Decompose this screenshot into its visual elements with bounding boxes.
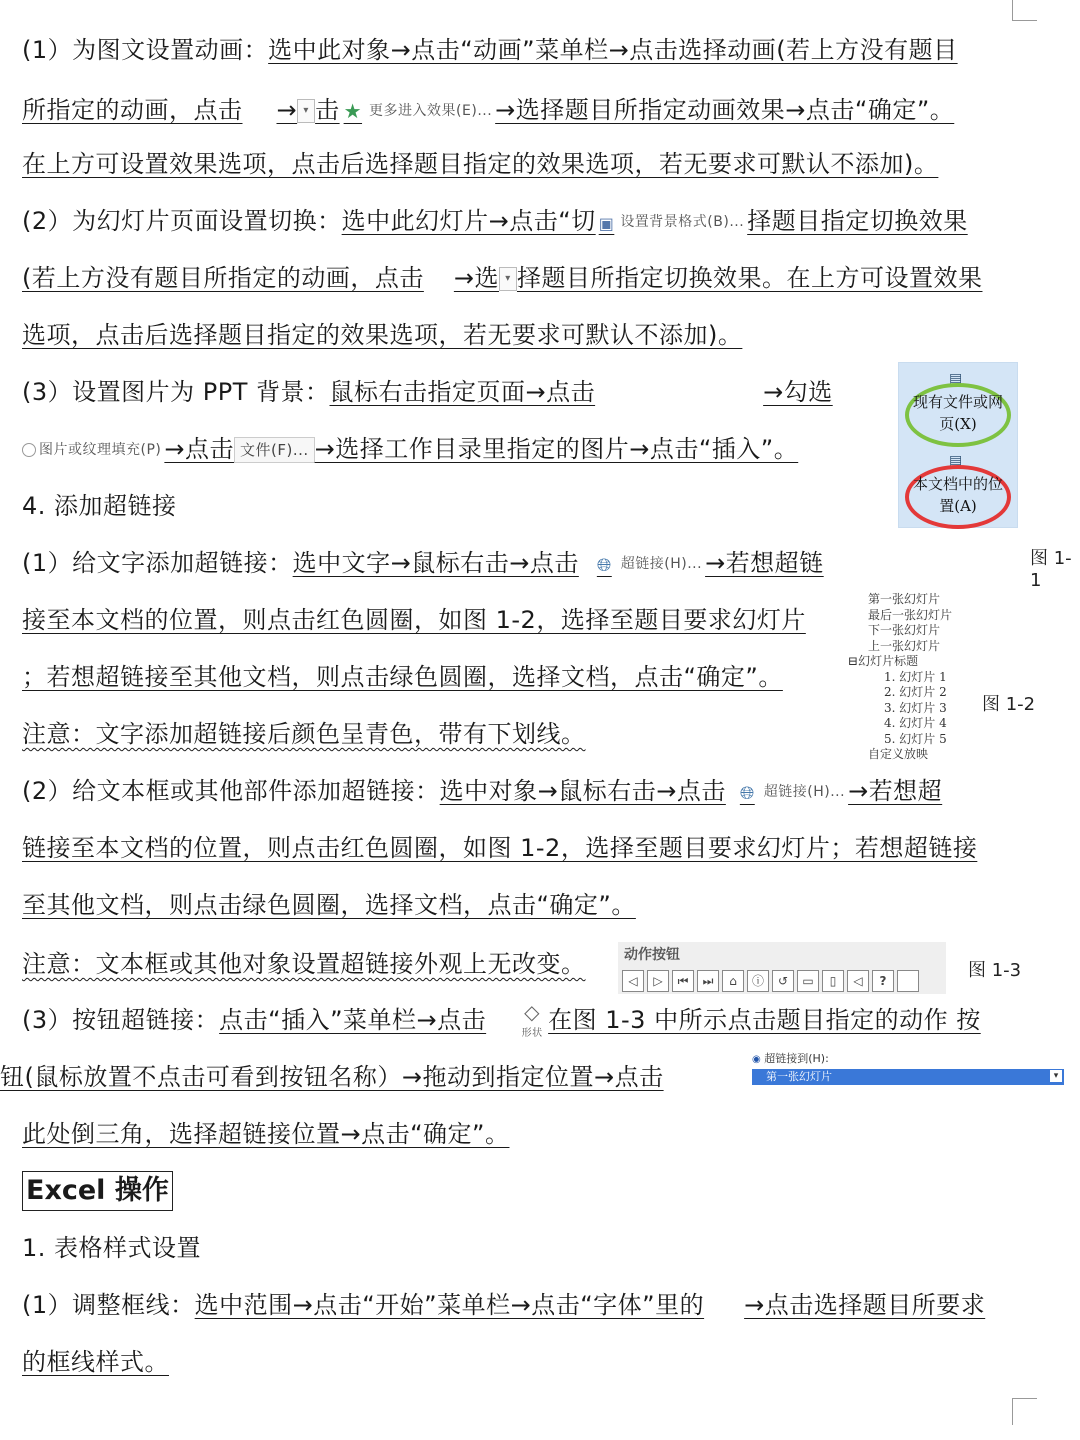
radio-selected-icon: ◉ — [752, 1054, 761, 1065]
tree-item: 3. 幻灯片 3 — [884, 700, 947, 715]
text-segment: 鼠标右击指定页面→点击 — [329, 378, 596, 406]
hyperlink-dialog-fig — [898, 362, 1018, 528]
step-label: (3）按钮超链接： — [22, 1006, 220, 1034]
tree-item: 2. 幻灯片 2 — [884, 685, 947, 699]
step-text: 选中此对象→点击“动画”菜单栏→点击选择动画(若上方没有题目 — [268, 36, 958, 64]
text-line — [22, 1288, 985, 1322]
tree-item: 第一张幻灯片 — [868, 592, 941, 606]
home-icon: ⌂ — [722, 970, 744, 992]
figure-label: 图 1-3 — [968, 960, 1022, 981]
chevron-down-icon: ▾ — [1050, 1070, 1062, 1082]
slide-tree-fig — [848, 592, 952, 763]
dropdown-arrow-icon: ▾ — [499, 267, 517, 291]
place-icon: ▤ — [949, 453, 963, 469]
radio-icon — [22, 443, 36, 457]
return-icon: ↺ — [772, 970, 794, 992]
step-label: (1）给文字添加超链接： — [22, 549, 293, 577]
text-line — [22, 261, 982, 295]
text-segment: 击 — [315, 96, 340, 124]
hyperlink-to-selector — [752, 1050, 1064, 1085]
step-label: (2）给文本框或其他部件添加超链接： — [22, 777, 440, 805]
note-line: 注意：文字添加超链接后颜色呈青色，带有下划线。 — [22, 720, 586, 748]
text-segment: (若上方没有题目所指定的动画，点击 — [22, 264, 424, 292]
page-corner-bottom — [1012, 1398, 1037, 1425]
step-label: (1）调整框线： — [22, 1291, 195, 1319]
tree-item: 1. 幻灯片 1 — [884, 669, 947, 684]
page-corner-top — [1012, 0, 1037, 21]
text-line — [22, 204, 968, 241]
text-line — [22, 546, 824, 583]
text-line: 至其他文档，则点击绿色圆圈，选择文档，点击“确定”。 — [22, 891, 636, 919]
info-icon: ⓘ — [747, 970, 769, 992]
star-icon: ★ — [343, 99, 363, 123]
text-segment: 在图 1-3 中所示点击题目指定的动作 按 — [548, 1006, 981, 1034]
shapes-icon: ◇ 形状 — [521, 1000, 543, 1039]
globe-link-icon: 🌐︎ — [596, 555, 612, 576]
action-buttons-fig — [618, 942, 946, 994]
place-in-document-option: 本文档中的位置(A) — [905, 465, 1011, 529]
collapse-icon: ⊟ — [848, 654, 859, 668]
text-segment: 点击“插入”菜单栏→点击 — [219, 1006, 487, 1034]
text-segment: →选 — [453, 264, 499, 292]
shapes-caption: 形状 — [521, 1028, 543, 1039]
text-segment: →点击选择题目所要求 — [744, 1291, 986, 1319]
tree-item: 4. 幻灯片 4 — [884, 716, 947, 730]
section-title: Excel 操作 — [22, 1171, 173, 1211]
document-icon: ▤ — [949, 371, 963, 387]
movie-icon: ▭ — [797, 970, 819, 992]
format-background-chip: 设置背景格式(B)... — [620, 214, 745, 230]
first-icon: ⏮ — [672, 970, 694, 992]
text-segment: → — [276, 96, 298, 124]
text-segment: →若想超 — [848, 777, 943, 805]
step-label: (3）设置图片为 PPT 背景： — [22, 378, 330, 406]
hyperlink-chip: 超链接(H)... — [763, 784, 846, 800]
step-label: (1）为图文设置动画： — [22, 36, 269, 64]
forward-icon: ▷ — [647, 970, 669, 992]
figure-label: 图 1-1 — [1030, 548, 1072, 591]
text-segment: 选中对象→鼠标右击→点击 — [439, 777, 726, 805]
document-icon: ▯ — [822, 970, 844, 992]
last-icon: ⏭ — [697, 970, 719, 992]
note-line: 注意：文本框或其他对象设置超链接外观上无改变。 — [22, 950, 586, 978]
text-line: 选项，点击后选择题目指定的效果选项，若无要求可默认不添加)。 — [22, 321, 743, 349]
text-line: 的框线样式。 — [22, 1348, 169, 1376]
help-icon: ? — [872, 970, 894, 992]
text-line — [22, 33, 958, 67]
tree-item: 自定义放映 — [868, 747, 929, 761]
text-line — [22, 774, 942, 811]
text-line — [22, 1000, 981, 1042]
tree-item: 5. 幻灯片 5 — [884, 731, 947, 746]
text-line: 在上方可设置效果选项，点击后选择题目指定的效果选项，若无要求可默认不添加)。 — [22, 150, 939, 178]
text-line — [22, 375, 833, 409]
tree-item: 下一张幻灯片 — [868, 623, 941, 637]
text-segment: →选择工作目录里指定的图片→点击“插入”。 — [314, 435, 799, 463]
text-segment: →点击 — [164, 435, 234, 463]
tree-item: 最后一张幻灯片 — [868, 607, 953, 622]
text-segment: 择题目指定切换效果 — [747, 207, 968, 235]
file-button-chip: 文件(F)... — [234, 437, 315, 463]
hyperlink-chip: 超链接(H)... — [620, 556, 703, 572]
hyperlink-target-value: 第一张幻灯片 — [766, 1070, 832, 1083]
text-line — [22, 432, 798, 466]
section-heading: 4. 添加超链接 — [22, 492, 177, 520]
text-line — [22, 93, 954, 128]
hyperlink-target-dropdown — [752, 1069, 1064, 1085]
text-segment: 选中文字→鼠标右击→点击 — [292, 549, 579, 577]
text-line: ；若想超链接至其他文档，则点击绿色圆圈，选择文档，点击“确定”。 — [22, 663, 783, 691]
text-segment: 选中此幻灯片→点击“切 — [341, 207, 596, 235]
back-icon: ◁ — [622, 970, 644, 992]
paint-icon: ▣ — [598, 214, 615, 233]
picture-fill-option: 图片或纹理填充(P) — [39, 442, 162, 458]
tree-item: 上一张幻灯片 — [868, 638, 941, 653]
text-segment: 选中范围→点击“开始”菜单栏→点击“字体”里的 — [194, 1291, 705, 1319]
more-entrance-effects-chip: 更多进入效果(E)... — [369, 103, 493, 119]
globe-link-icon: 🌐︎ — [739, 783, 755, 804]
custom-icon — [897, 970, 919, 992]
dropdown-arrow-icon: ▾ — [297, 99, 315, 123]
existing-file-option: 现有文件或网页(X) — [905, 383, 1011, 447]
figure-label: 图 1-2 — [982, 694, 1036, 715]
text-line: 接至本文档的位置，则点击红色圆圈，如图 1-2，选择至题目要求幻灯片 — [22, 606, 806, 634]
tree-item: 幻灯片标题 — [858, 654, 919, 668]
hyperlink-to-label: 超链接到(H): — [764, 1052, 829, 1065]
text-line: 此处倒三角，选择超链接位置→点击“确定”。 — [22, 1120, 510, 1148]
text-segment: 择题目所指定切换效果。在上方可设置效果 — [516, 264, 983, 292]
action-buttons-title: 动作按钮 — [624, 947, 680, 963]
text-line: 钮(鼠标放置不点击可看到按钮名称）→拖动到指定位置→点击 — [0, 1063, 664, 1091]
text-line: 链接至本文档的位置，则点击红色圆圈，如图 1-2，选择至题目要求幻灯片；若想超链接 — [22, 834, 978, 862]
text-segment: →若想超链 — [705, 549, 824, 577]
step-label: (2）为幻灯片页面设置切换： — [22, 207, 342, 235]
sound-icon: ◁ — [847, 970, 869, 992]
text-segment: →选择题目所指定动画效果→点击“确定”。 — [495, 96, 955, 124]
subsection-heading: 1. 表格样式设置 — [22, 1234, 202, 1262]
text-segment: →勾选 — [763, 378, 833, 406]
text-segment: 所指定的动画，点击 — [22, 96, 243, 124]
